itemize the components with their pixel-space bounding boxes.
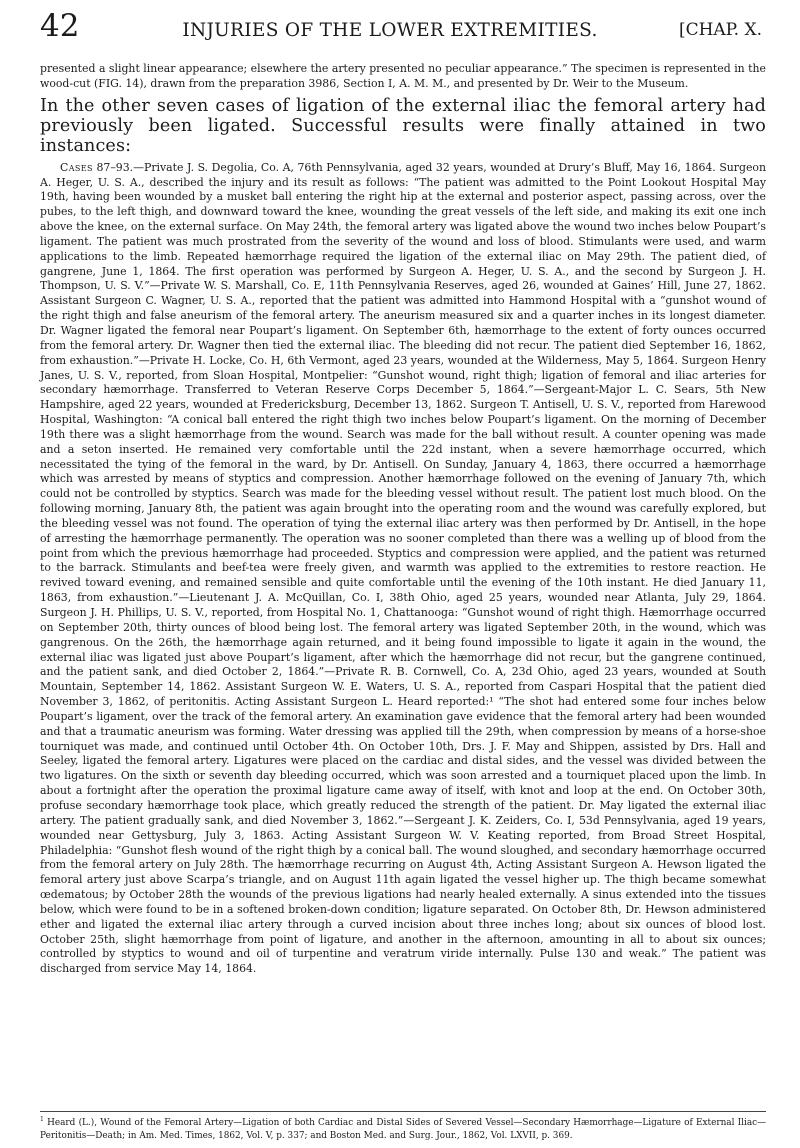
page-number: 42 — [40, 8, 80, 44]
footnote-marker: 1 — [40, 1116, 44, 1123]
case-reports-paragraph — [40, 161, 766, 977]
body-text — [40, 62, 766, 977]
running-title: INJURIES OF THE LOWER EXTREMITIES. — [182, 20, 598, 41]
section-statement: In the other seven cases of ligation of the external iliac the femoral artery had previously been ligated. Successful results were finally attained in two instances: — [40, 95, 766, 156]
cases-label: Cases — [60, 160, 93, 174]
footnote-text: Heard (L.), Wound of the Femoral Artery—Ligation of both Cardiac and Distal Sides of Severed Vessel—Secondary Hæmorrhage—Ligature of External Iliac—Peritonitis—Death; in Am. Med. Times, 1862, Vol. V, p. 337; and Boston Med. and Surg. Jour., 1862, Vol. LXVII, p. 369. — [40, 1118, 766, 1141]
page-header — [40, 8, 762, 44]
footnote-divider — [40, 1111, 766, 1112]
case-reports-text: 87–93.—Private J. S. Degolia, Co. A, 76th Pennsylvania, aged 32 years, wounded at Drury’s Bluff, May 16, 1864. Surgeon A. Heger, U. S. A., described the injury and its result as follows: “The patient was admitted to the Point Lookout Hospital May 19th, having been wounded by a musket ball entering the right hip at the external and posterior aspect, passing across, over the pubes, to the left thigh, and downward toward the knee, wounding the great vessels of the left side, and making its exit one inch above the knee, on the external surface. On May 24th, the femoral artery was ligated above the wound two inches below Poupart’s ligament. The patient was much prostrated from the severity of the wound and loss of blood. Stimulants were used, and warm applications to the limb. Repeated hæmorrhage required the ligation of the external iliac on May 29th. The patient died, of gangrene, June 1, 1864. The first operation was performed by Surgeon A. Heger, U. S. A., and the second by Surgeon J. H. Thompson, U. S. V.”—Private W. S. Marshall, Co. E, 11th Pennsylvania Reserves, aged 26, wounded at Gaines’ Hill, June 27, 1862. Assistant Surgeon C. Wagner, U. S. A., reported that the patient was admitted into Hammond Hospital with a “gunshot wound of the right thigh and false aneurism of the femoral artery. The aneurism measured six and a quarter inches in its longest diameter. Dr. Wagner ligated the femoral near Poupart’s ligament. On September 6th, hæmorrhage to the extent of forty ounces occurred from the femoral artery. Dr. Wagner then tied the external iliac. The bleeding did not recur. The patient died September 16, 1862, from exhaustion.”—Private H. Locke, Co. H, 6th Vermont, aged 23 years, wounded at the Wilderness, May 5, 1864. Surgeon Henry Janes, U. S. V., reported, from Sloan Hospital, Montpelier: “Gunshot wound, right thigh; ligation of femoral and iliac arteries for secondary hæmorrhage. Transferred to Veteran Reserve Corps December 5, 1864.”—Sergeant-Major L. C. Sears, 5th New Hampshire, aged 22 years, wounded at Fredericksburg, December 13, 1862. Surgeon T. Antisell, U. S. V., reported from Harewood Hospital, Washington: “A conical ball entered the right thigh two inches below Poupart’s ligament. On the morning of December 19th there was a slight hæmorrhage from the wound. Search was made for the ball without result. A counter opening was made and a seton inserted. He remained very comfortable until the 22d instant, when a severe hæmorrhage occurred, which necessitated the tying of the femoral in the ward, by Dr. Antisell. On Sunday, January 4, 1863, there occurred a hæmorrhage which was arrested by means of styptics and compression. Another hæmorrhage followed on the evening of January 7th, which could not be controlled by styptics. Search was made for the bleeding vessel without result. The patient lost much blood. On the following morning, January 8th, the patient was again brought into the operating room and the wound was carefully explored, but the bleeding vessel was not found. The operation of tying the external iliac artery was then performed by Dr. Antisell, in the hope of arresting the hæmorrhage permanently. The operation was no sooner completed than there was a welling up of blood from the point from which the previous hæmorrhage had proceeded. Styptics and compression were applied, and the patient was returned to the barrack. Stimulants and beef-tea were freely given, and warmth was applied to the extremities to restore reaction. He revived toward evening, and remained sensible and quite comfortable until the evening of the 10th instant. He died January 11, 1863, from exhaustion.”—Lieutenant J. A. McQuillan, Co. I, 38th Ohio, aged 25 years, wounded near Atlanta, July 29, 1864. Surgeon J. H. Phillips, U. S. V., reported, from Hospital No. 1, Chattanooga: “Gunshot wound of right thigh. Hæmorrhage occurred on September 20th, thirty ounces of blood being lost. The femoral artery was ligated September 20th, in the wound, which was gangrenous. On the 26th, the hæmorrhage again returned, and it being found impossible to ligate it again in the wound, the external iliac was ligated just above Poupart’s ligament, after which the hæmorrhage did not recur, but the gangrene continued, and the patient sank, and died October 2, 1864.”—Private R. B. Cornwell, Co. A, 23d Ohio, aged 23 years, wounded at South Mountain, September 14, 1862. Assistant Surgeon W. E. Waters, U. S. A., reported from Caspari Hospital that the patient died November 3, 1862, of peritonitis. Acting Assistant Surgeon L. Heard reported:¹ “The shot had entered some four inches below Poupart’s ligament, over the track of the femoral artery. An examination gave evidence that the femoral artery had been wounded and that a traumatic aneurism was forming. Water dressing was applied till the 29th, when compression by means of a horse-shoe tourniquet was made, and continued until October 4th. On October 10th, Drs. J. F. May and Shippen, assisted by Drs. Hall and Seeley, ligated the femoral artery. Ligatures were placed on the cardiac and distal sides, and the vessel was divided between the two ligatures. On the sixth or seventh day bleeding occurred, which was soon arrested and a tourniquet placed upon the limb. In about a fortnight after the operation the proximal ligature came away of itself, with knot and loop at the end. On October 30th, profuse secondary hæmorrhage took place, which greatly reduced the strength of the patient. Dr. May ligated the external iliac artery. The patient gradually sank, and died November 3, 1862.”—Sergeant J. K. Zeiders, Co. I, 53d Pennsylvania, aged 19 years, wounded near Gettysburg, July 3, 1863. Acting Assistant Surgeon W. V. Keating reported, from Broad Street Hospital, Philadelphia: “Gunshot flesh wound of the right thigh by a conical ball. The wound sloughed, and secondary hæmorrhage occurred from the femoral artery on July 28th. The hæmorrhage recurring on August 4th, Acting Assistant Surgeon A. Hewson ligated the femoral artery just above Scarpa’s triangle, and on August 11th again ligated the vessel higher up. The thigh became somewhat œdematous; by October 28th the wounds of the previous ligations had nearly healed externally. A sinus extended into the tissues below, which were found to be in a softened broken-down condition; ligature separated. On October 8th, Dr. Hewson administered ether and ligated the external iliac artery through a curved incision about three inches long; about six ounces of blood lost. October 25th, slight hæmorrhage from point of ligature, and another in the afternoon, amounting in all to about six ounces; controlled by styptics to wound and oil of turpentine and veratrum viride internally. Pulse 130 and weak.” The patient was discharged from service May 14, 1864. — [40, 160, 766, 976]
chapter-label: [CHAP. X. — [678, 20, 762, 40]
footnote — [40, 1114, 766, 1142]
lead-paragraph: presented a slight linear appearance; elsewhere the artery presented no peculiar appearance.” The specimen is represented in the wood-cut (FIG. 14), drawn from the preparation 3986, Section I, A. M. M., and presented by Dr. Weir to the Museum. — [40, 62, 766, 90]
